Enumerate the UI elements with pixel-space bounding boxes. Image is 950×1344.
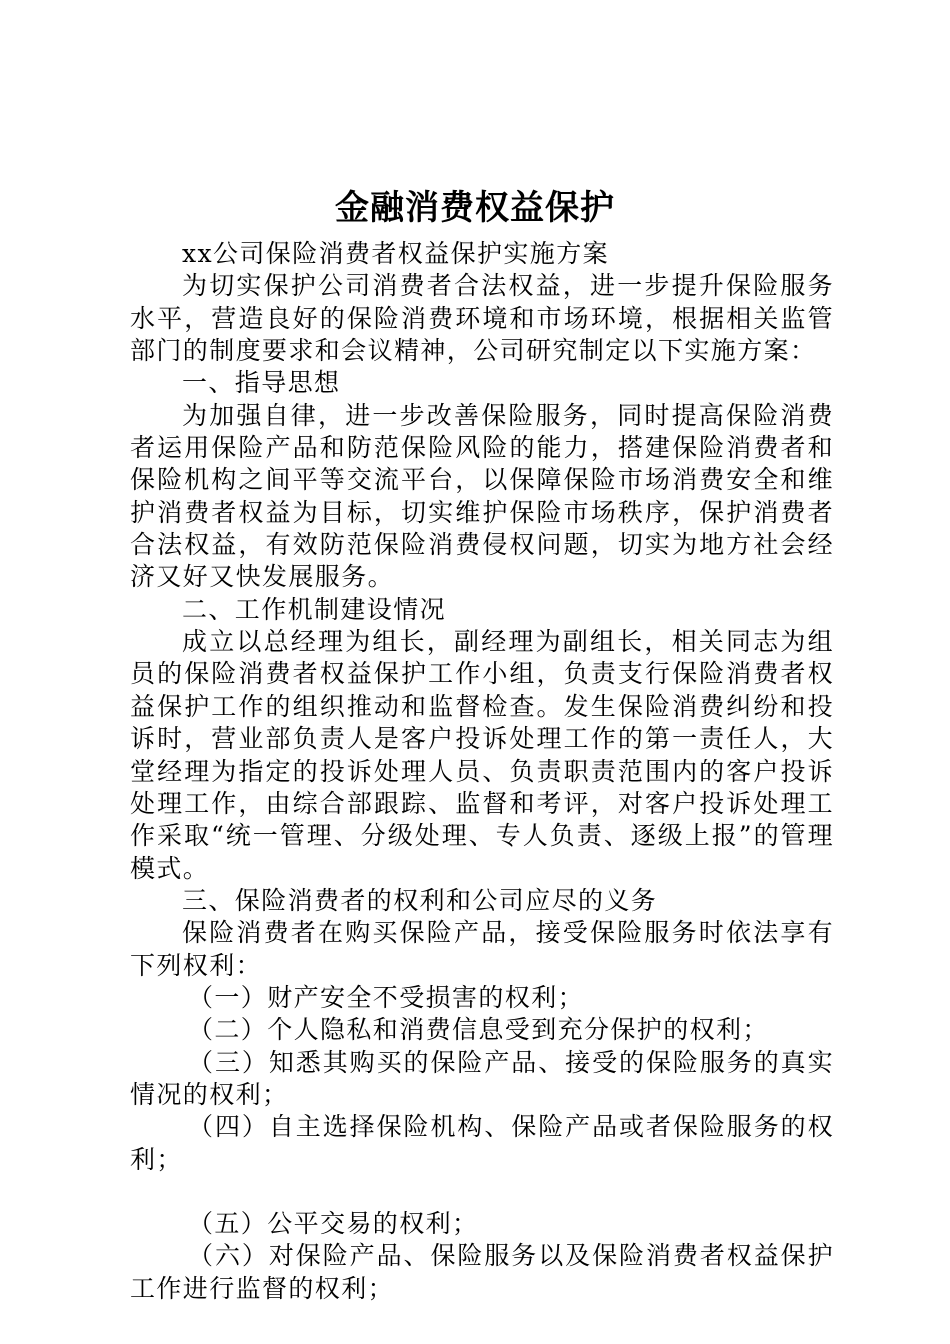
plan-subtitle: xx公司保险消费者权益保护实施方案	[182, 239, 609, 268]
section-3-paragraph: 保险消费者在购买保险产品，接受保险服务时依法享有下列权利：	[130, 918, 834, 980]
section-heading-2: 二、工作机制建设情况	[182, 594, 447, 624]
rights-item-4: （四）自主选择保险机构、保险产品或者保险服务的权利；	[130, 1112, 834, 1174]
rights-item-1: （一）财产安全不受损害的权利；	[188, 982, 585, 1012]
rights-item-3: （三）知悉其购买的保险产品、接受的保险服务的真实情况的权利；	[130, 1047, 834, 1109]
intro-paragraph: 为切实保护公司消费者合法权益，进一步提升保险服务水平，营造良好的保险消费环境和市场环境，根据相关监管部门的制度要求和会议精神，公司研究制定以下实施方案：	[130, 271, 834, 366]
rights-item-6: （六）对保险产品、保险服务以及保险消费者权益保护工作进行监督的权利；	[130, 1241, 834, 1303]
document-title: 金融消费权益保护	[335, 188, 615, 228]
section-2-paragraph: 成立以总经理为组长，副经理为副组长，相关同志为组员的保险消费者权益保护工作小组，负责支行保险消费者权益保护工作的组织推动和监督检查。发生保险消费纠纷和投诉时，营业部负责人是客户投诉处理工作的第一责任人，大堂经理为指定的投诉处理人员、负责职责范围内的客户投诉处理工作，由综合部跟踪、监督和考评，对客户投诉处理工作采取“统一管理、分级处理、专人负责、逐级上报”的管理模式。	[130, 627, 834, 883]
document-body	[130, 238, 834, 1305]
section-heading-1: 一、指导思想	[182, 368, 341, 398]
rights-item-5: （五）公平交易的权利；	[188, 1208, 479, 1238]
section-heading-3: 三、保险消费者的权利和公司应尽的义务	[182, 885, 658, 915]
section-1-paragraph: 为加强自律，进一步改善保险服务，同时提高保险消费者运用保险产品和防范保险风险的能力，搭建保险消费者和保险机构之间平等交流平台，以保障保险市场消费安全和维护消费者权益为目标，切实维护保险市场秩序，保护消费者合法权益，有效防范保险消费侵权问题，切实为地方社会经济又好又快发展服务。	[130, 400, 834, 592]
rights-item-2: （二）个人隐私和消费信息受到充分保护的权利；	[188, 1015, 769, 1045]
